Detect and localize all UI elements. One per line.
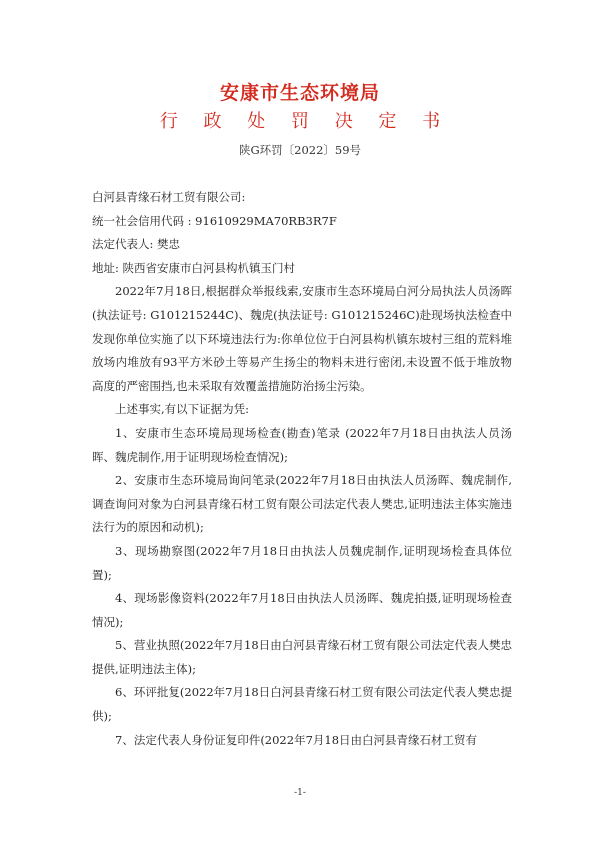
evidence-item-4: 4、现场影像资料(2022年7月18日由执法人员汤晖、魏虎拍摄,证明现场检查情况);	[92, 591, 512, 629]
facts-paragraph: 2022年7月18日,根据群众举报线索,安康市生态环境局白河分局执法人员汤晖(执法证号: G101215244C)、魏虎(执法证号: G101215246C)赴现场执法检查中发现你单位实施了以下环境违法行为:你单位位于白河县构朳镇东坡村三组的荒料堆放场内堆放有93平方米砂土等易产生扬尘的物料未进行密闭,未设置不低于堆放物高度的严密围挡,也未采取有效覆盖措施防治扬尘污染。	[92, 284, 512, 393]
document-type-title: 行 政 处 罚 决 定 书	[159, 111, 451, 132]
party-company: 白河县青缘石材工贸有限公司:	[92, 190, 246, 204]
agency-title: 安康市生态环境局	[219, 82, 380, 104]
party-address: 地址: 陕西省安康市白河县构朳镇玉门村	[92, 260, 296, 275]
evidence-intro: 上述事实,有以下证据为凭:	[115, 402, 250, 417]
evidence-item-7: 7、法定代表人身份证复印件(2022年7月18日由白河县青缘石材工贸有	[115, 732, 478, 747]
page-number: -1-	[294, 788, 306, 798]
party-legal-representative: 法定代表人: 樊忠	[92, 237, 181, 252]
evidence-item-1: 1、安康市生态环境局现场检查(勘查)笔录 (2022年7月18日由执法人员汤晖、魏虎制作,用于证明现场检查情况);	[92, 425, 512, 464]
document-number: 陕G环罚〔2022〕59号	[238, 143, 362, 157]
evidence-item-5: 5、营业执照(2022年7月18日由白河县青缘石材工贸有限公司法定代表人樊忠提供,证明违法主体);	[92, 638, 512, 676]
party-credit-code: 统一社会信用代码 : 91610929MA70RB3R7F	[92, 213, 337, 228]
evidence-item-3: 3、现场勘察图(2022年7月18日由执法人员魏虎制作,证明现场检查具体位置);	[92, 543, 512, 582]
evidence-item-2: 2、安康市生态环境局询问笔录(2022年7月18日由执法人员汤晖、魏虎制作,调查询问对象为白河县青缘石材工贸有限公司法定代表人樊忠,证明违法主体实施违法行为的原因和动机);	[92, 473, 512, 535]
evidence-item-6: 6、环评批复(2022年7月18日白河县青缘石材工贸有限公司法定代表人樊忠提供);	[92, 685, 512, 724]
document-body	[92, 186, 512, 752]
